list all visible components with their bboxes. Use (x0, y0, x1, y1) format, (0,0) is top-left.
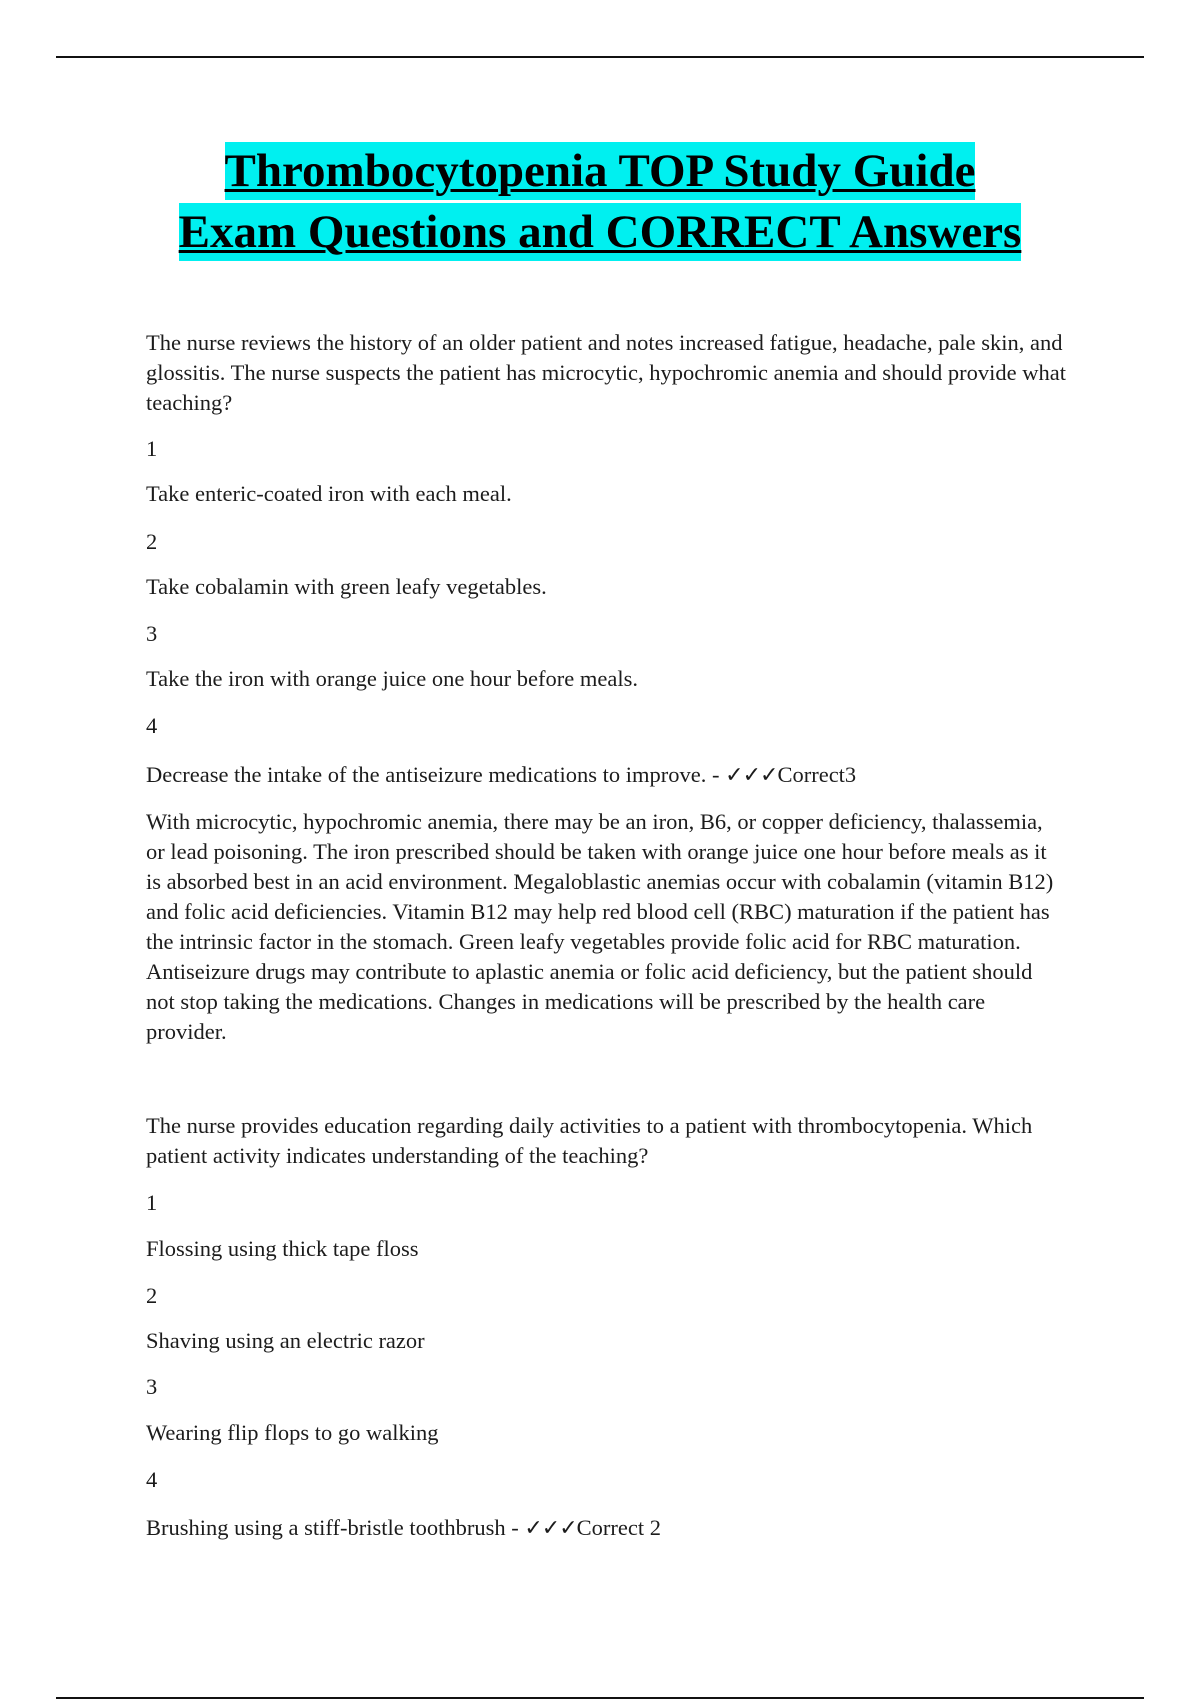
q2-option-2-number: 2 (146, 1283, 158, 1308)
q1-option-4-with-answer (146, 760, 1066, 791)
q1-option-4-number-block (146, 711, 1066, 741)
q2-option-1-number: 1 (146, 1190, 158, 1215)
top-rule (56, 56, 1144, 58)
q2-answer-label: Correct 2 (576, 1515, 661, 1540)
q1-option-2-text-block (146, 572, 1066, 602)
q1-option-2-text: Take cobalamin with green leafy vegetables. (146, 574, 547, 599)
q1-option-2-number-block (146, 527, 1066, 557)
q2-option-3-text: Wearing flip flops to go walking (146, 1420, 439, 1445)
q1-rationale-block (146, 807, 1066, 1047)
q2-option-1-text-block (146, 1234, 1066, 1264)
q1-option-2-number: 2 (146, 529, 158, 554)
q2-option-3-number-block (146, 1372, 1066, 1402)
q1-option-3-number: 3 (146, 621, 158, 646)
q2-option-3-number: 3 (146, 1374, 158, 1399)
q2-option-4-number: 4 (146, 1467, 158, 1492)
q1-option-4-text: Decrease the intake of the antiseizure medications to improve. - (146, 762, 726, 787)
q1-answer-label: Correct3 (777, 762, 857, 787)
q2-option-2-number-block (146, 1281, 1066, 1311)
q1-option-1-text-block (146, 479, 1066, 509)
question-2-text: The nurse provides education regarding daily activities to a patient with thrombocytopenia. Which patient activity indicates understanding of the teaching? (146, 1113, 1033, 1168)
q2-option-1-text: Flossing using thick tape floss (146, 1236, 419, 1261)
question-1-text: The nurse reviews the history of an older patient and notes increased fatigue, headache, pale skin, and glossitis. The nurse suspects the patient has microcytic, hypochromic anemia and should provide what teaching? (146, 330, 1067, 415)
q1-option-1-text: Take enteric-coated iron with each meal. (146, 481, 512, 506)
bottom-rule (56, 1697, 1144, 1699)
q2-option-4-number-block (146, 1465, 1066, 1495)
q2-option-4-answer-block (146, 1513, 1066, 1544)
q1-option-4-number: 4 (146, 713, 158, 738)
question-1-text-block (146, 328, 1066, 418)
q2-option-2-text-block (146, 1326, 1066, 1356)
q1-option-3-number-block (146, 619, 1066, 649)
title-line-1: Thrombocytopenia TOP Study Guide (225, 142, 976, 200)
q2-option-2-text: Shaving using an electric razor (146, 1328, 425, 1353)
q1-option-1-number: 1 (146, 436, 158, 461)
q1-rationale: With microcytic, hypochromic anemia, there may be an iron, B6, or copper deficiency, thalassemia, or lead poisoning. The iron prescribed should be taken with orange juice one hour before meals as it is absorbed best in an acid environment. Megaloblastic anemias occur with cobalamin (vitamin B12) and folic acid deficiencies. Vitamin B12 may help red blood cell (RBC) maturation if the patient has the intrinsic factor in the stomach. Green leafy vegetables provide folic acid for RBC maturation. Antiseizure drugs may contribute to aplastic anemia or folic acid deficiency, but the patient should not stop taking the medications. Changes in medications will be prescribed by the health care provider. (146, 809, 1054, 1044)
checkmark-icon: ✓✓✓ (725, 763, 778, 788)
q2-option-1-number-block (146, 1188, 1066, 1218)
q2-option-4-text: Brushing using a stiff-bristle toothbrush - (146, 1515, 525, 1540)
q1-option-1-number-block (146, 434, 1066, 464)
q2-option-4-with-answer (146, 1513, 1066, 1544)
document-title (0, 142, 1200, 264)
title-line-2: Exam Questions and CORRECT Answers (179, 203, 1022, 261)
checkmark-icon: ✓✓✓ (524, 1516, 577, 1541)
q1-option-3-text: Take the iron with orange juice one hour before meals. (146, 666, 638, 691)
q1-option-4-answer-block (146, 760, 1066, 791)
q2-option-3-text-block (146, 1418, 1066, 1448)
q1-option-3-text-block (146, 664, 1066, 694)
question-2-text-block (146, 1111, 1066, 1171)
